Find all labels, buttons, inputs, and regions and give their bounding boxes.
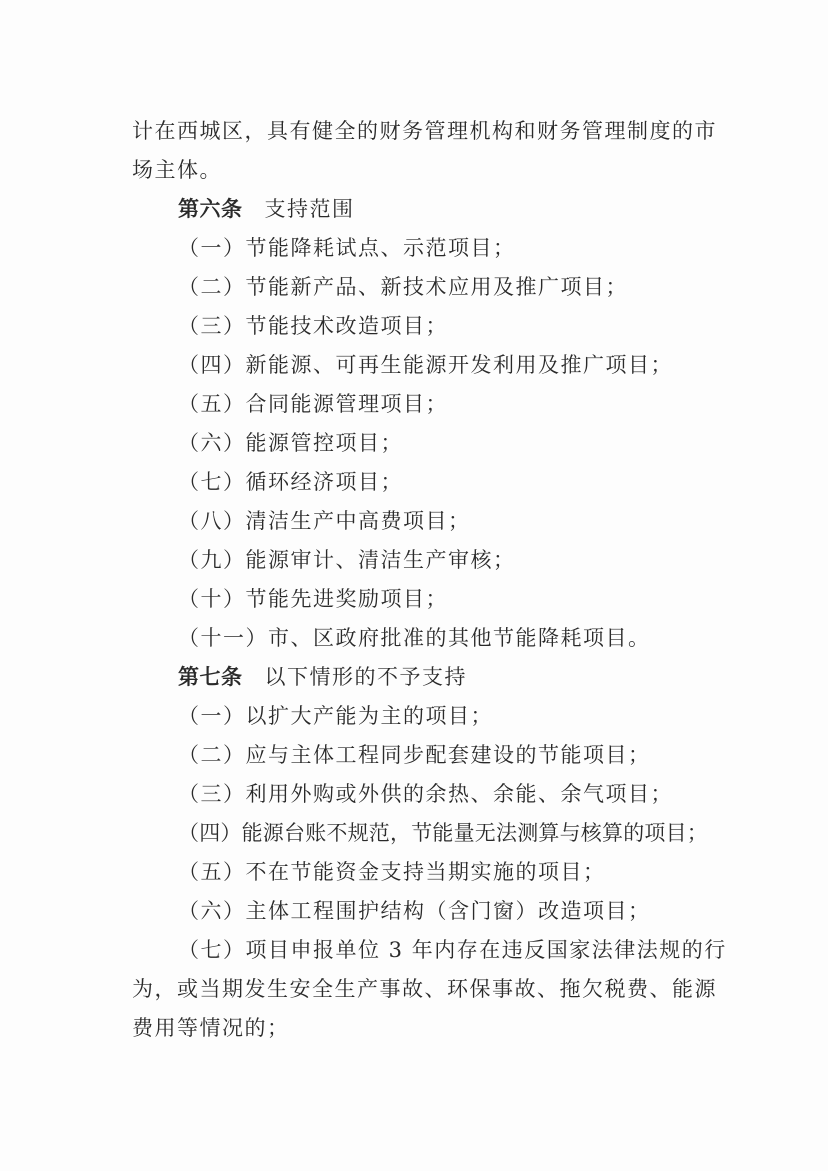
article-7-item-7-line-3: 费用等情况的； xyxy=(132,1016,290,1040)
article-6-heading xyxy=(178,194,355,224)
article-7-item-5: （五）不在节能资金支持当期实施的项目； xyxy=(178,860,606,884)
article-7-item-7-line-2: 为，或当期发生安全生产事故、环保事故、拖欠税费、能源 xyxy=(132,977,717,1001)
article-7-item-7-line-1: （七）项目申报单位 3 年内存在违反国家法律法规的行 xyxy=(178,938,727,962)
article-6-item-4: （四）新能源、可再生能源开发利用及推广项目； xyxy=(178,353,673,377)
article-6-item-8: （八）清洁生产中高费项目； xyxy=(178,509,471,533)
article-7-item-4: （四）能源台账不规范，节能量无法测算与核算的项目； xyxy=(178,821,708,845)
article-7-item-1: （一）以扩大产能为主的项目； xyxy=(178,704,493,728)
article-6-item-9: （九）能源审计、清洁生产审核； xyxy=(178,548,516,572)
article-6-item-11: （十一）市、区政府批准的其他节能降耗项目。 xyxy=(178,626,651,650)
paragraph-continuation-line-1: 计在西城区，具有健全的财务管理机构和财务管理制度的市 xyxy=(132,119,717,143)
article-7-label: 第七条 xyxy=(178,665,243,689)
article-6-item-2: （二）节能新产品、新技术应用及推广项目； xyxy=(178,275,628,299)
article-6-item-6: （六）能源管控项目； xyxy=(178,431,403,455)
article-7-item-2: （二）应与主体工程同步配套建设的节能项目； xyxy=(178,743,651,767)
article-6-item-7: （七）循环经济项目； xyxy=(178,470,403,494)
article-7-title: 以下情形的不予支持 xyxy=(264,665,467,689)
article-6-item-3: （三）节能技术改造项目； xyxy=(178,314,448,338)
article-7-heading xyxy=(178,662,467,692)
article-6-title: 支持范围 xyxy=(264,197,355,221)
article-6-item-5: （五）合同能源管理项目； xyxy=(178,392,448,416)
article-6-item-10: （十）节能先进奖励项目； xyxy=(178,587,448,611)
article-7-item-3: （三）利用外购或外供的余热、余能、余气项目； xyxy=(178,782,673,806)
article-7-item-6: （六）主体工程围护结构（含门窗）改造项目； xyxy=(178,899,651,923)
article-6-item-1: （一）节能降耗试点、示范项目； xyxy=(178,236,516,260)
article-6-label: 第六条 xyxy=(178,197,243,221)
paragraph-continuation-line-2: 场主体。 xyxy=(132,158,222,182)
